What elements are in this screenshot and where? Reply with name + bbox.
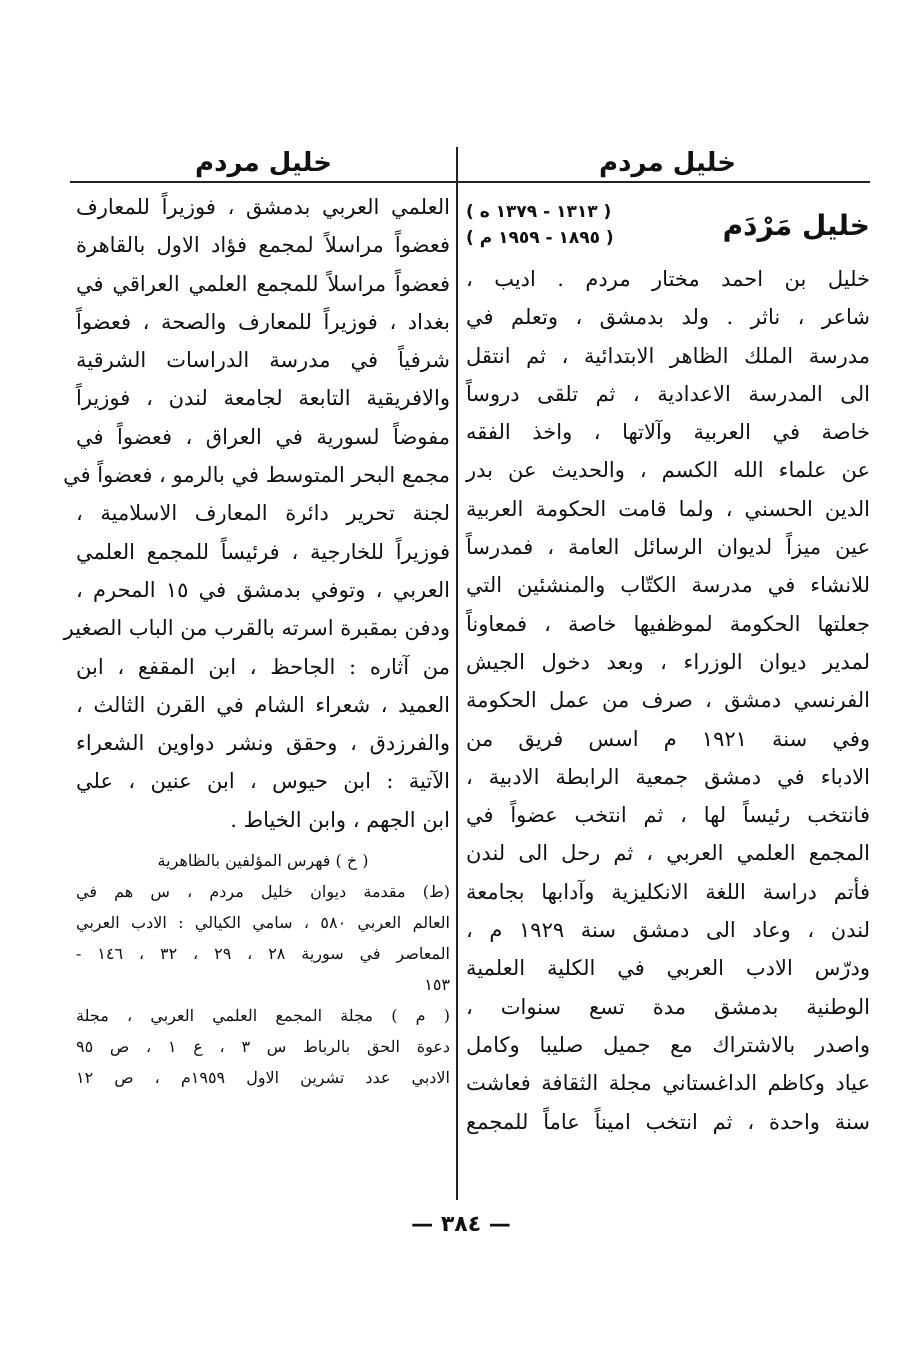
text-line: العميد ، شعراء الشام في القرن الثالث ، [76, 692, 450, 717]
text-line: الادباء في دمشق جمعية الرابطة الادبية ، [466, 764, 870, 789]
entry-heading [466, 190, 870, 260]
left-column [63, 188, 451, 1093]
text-line: ودرّس الادب العربي في الكلية العلمية [466, 956, 870, 981]
text-line: من آثاره : الجاحظ ، ابن المقفع ، ابن [76, 654, 450, 679]
text-line: ابن الجهم ، وابن الخياط . [230, 807, 450, 832]
text-line: الآتية : ابن حيوس ، ابن عنين ، علي [76, 769, 450, 794]
text-line: فعضواً مراسلاً للمجمع العلمي العراقي في [76, 271, 450, 296]
references [76, 845, 450, 1093]
text-line: عين ميزاً لديوان الرسائل العامة ، فمدرساً [466, 535, 870, 560]
text-line: مجمع البحر المتوسط في بالرمو ، فعضواً في [63, 463, 450, 488]
text-line: لندن ، وعاد الى دمشق سنة ١٩٢٩ م ، [466, 918, 870, 943]
text-line: مدرسة الملك الظاهر الابتدائية ، ثم انتقل [466, 343, 870, 368]
running-header-left: خليل مردم [195, 148, 332, 178]
text-line: والافريقية التابعة لجامعة لندن ، فوزيراً [76, 386, 450, 411]
reference-line: الادبي عدد تشرين الاول ١٩٥٩م ، ص ١٢ [76, 1068, 451, 1088]
running-header-right: خليل مردم [599, 148, 736, 178]
reference-line: ( خ ) فهرس المؤلفين بالظاهرية [157, 851, 369, 871]
column-divider [456, 147, 458, 1200]
text-line: فعضواً مراسلاً لمجمع فؤاد الاول بالقاهرة [76, 233, 450, 258]
text-line: شرفياً في مدرسة الدراسات الشرقية [76, 348, 450, 373]
text-line: المجمع العلمي العربي ، ثم رحل الى لندن [466, 841, 870, 866]
entry-name: خليل مَرْدَم [722, 208, 870, 242]
text-line: لمدير ديوان الوزراء ، وبعد دخول الجيش [466, 649, 870, 674]
dates-hijri: ( ١٣١٣ - ١٣٧٩ ه ) [466, 202, 612, 222]
reference-line: ( م ) مجلة المجمع العلمي العربي ، مجلة [76, 1006, 450, 1026]
text-line: الدين الحسني ، ولما قامت الحكومة العربية [466, 496, 870, 521]
text-line: خليل بن احمد مختار مردم . اديب ، [466, 267, 870, 291]
left-column-text [63, 188, 450, 839]
reference-line: (ط) مقدمة ديوان خليل مردم ، س هم في [76, 882, 450, 902]
text-line: والفرزدق ، وحقق ونشر دواوين الشعراء [76, 731, 450, 756]
right-column-text [466, 260, 870, 1141]
header-rule [70, 181, 870, 183]
page-number: — ٣٨٤ — [411, 1212, 511, 1237]
text-line: الوطنية بدمشق مدة تسع سنوات ، [466, 994, 870, 1019]
reference-line: العالم العربي ٥٨٠ ، سامي الكيالي : الادب العربي [76, 913, 451, 933]
text-line: جعلتها الحكومة لموظفيها خاصة ، فمعاوناً [466, 611, 870, 636]
text-line: سنة واحدة ، ثم انتخب اميناً عاماً للمجمع [466, 1109, 870, 1134]
text-line: العربي ، وتوفي بدمشق في ١٥ المحرم ، [76, 577, 450, 602]
text-line: مفوضاً لسورية في العراق ، فعضواً في [76, 424, 450, 449]
right-column [466, 190, 870, 1141]
dates-gregorian: ( ١٨٩٥ - ١٩٥٩ م ) [466, 228, 614, 248]
text-line: الفرنسي دمشق ، صرف من عمل الحكومة [466, 688, 870, 713]
text-line: فوزيراً للخارجية ، فرئيساً للمجمع العلمي [76, 539, 450, 564]
text-line: العلمي العربي بدمشق ، فوزيراً للمعارف [76, 195, 450, 219]
text-line: لجنة تحرير دائرة المعارف الاسلامية ، [76, 501, 450, 526]
text-line: الى المدرسة الاعدادية ، ثم تلقى دروساً [466, 381, 870, 406]
text-line: خاصة في العربية وآلاتها ، واخذ الفقه [466, 420, 870, 445]
text-line: واصدر بالاشتراك مع جميل صليبا وكامل [466, 1032, 870, 1057]
text-line: ودفن بمقبرة اسرته بالقرب من الباب الصغير [63, 616, 450, 641]
text-line: عن علماء الله الكسم ، والحديث عن بدر [466, 458, 871, 483]
text-line: بغداد ، فوزيراً للمعارف والصحة ، فعضواً [76, 309, 450, 334]
text-line: عياد وكاظم الداغستاني مجلة الثقافة فعاشت [466, 1071, 870, 1096]
text-line: فانتخب رئيساً لها ، ثم انتخب عضواً في [466, 803, 870, 828]
entry-dates [466, 199, 614, 251]
text-line: فأتم دراسة اللغة الانكليزية وآدابها بجامعة [466, 879, 870, 904]
reference-line: دعوة الحق بالرباط س ٣ ، ع ١ ، ص ٩٥ [76, 1037, 451, 1057]
text-line: شاعر ، ناثر . ولد بدمشق ، وتعلم في [466, 305, 870, 330]
text-line: للانشاء في مدرسة الكتّاب والمنشئين التي [466, 573, 870, 598]
text-line: وفي سنة ١٩٢١ م اسس فريق من [466, 726, 871, 751]
reference-line: المعاصر في سورية ٢٨ ، ٢٩ ، ٣٢ ، ١٤٦ - [76, 944, 451, 964]
reference-line: ١٥٣ [424, 975, 450, 995]
